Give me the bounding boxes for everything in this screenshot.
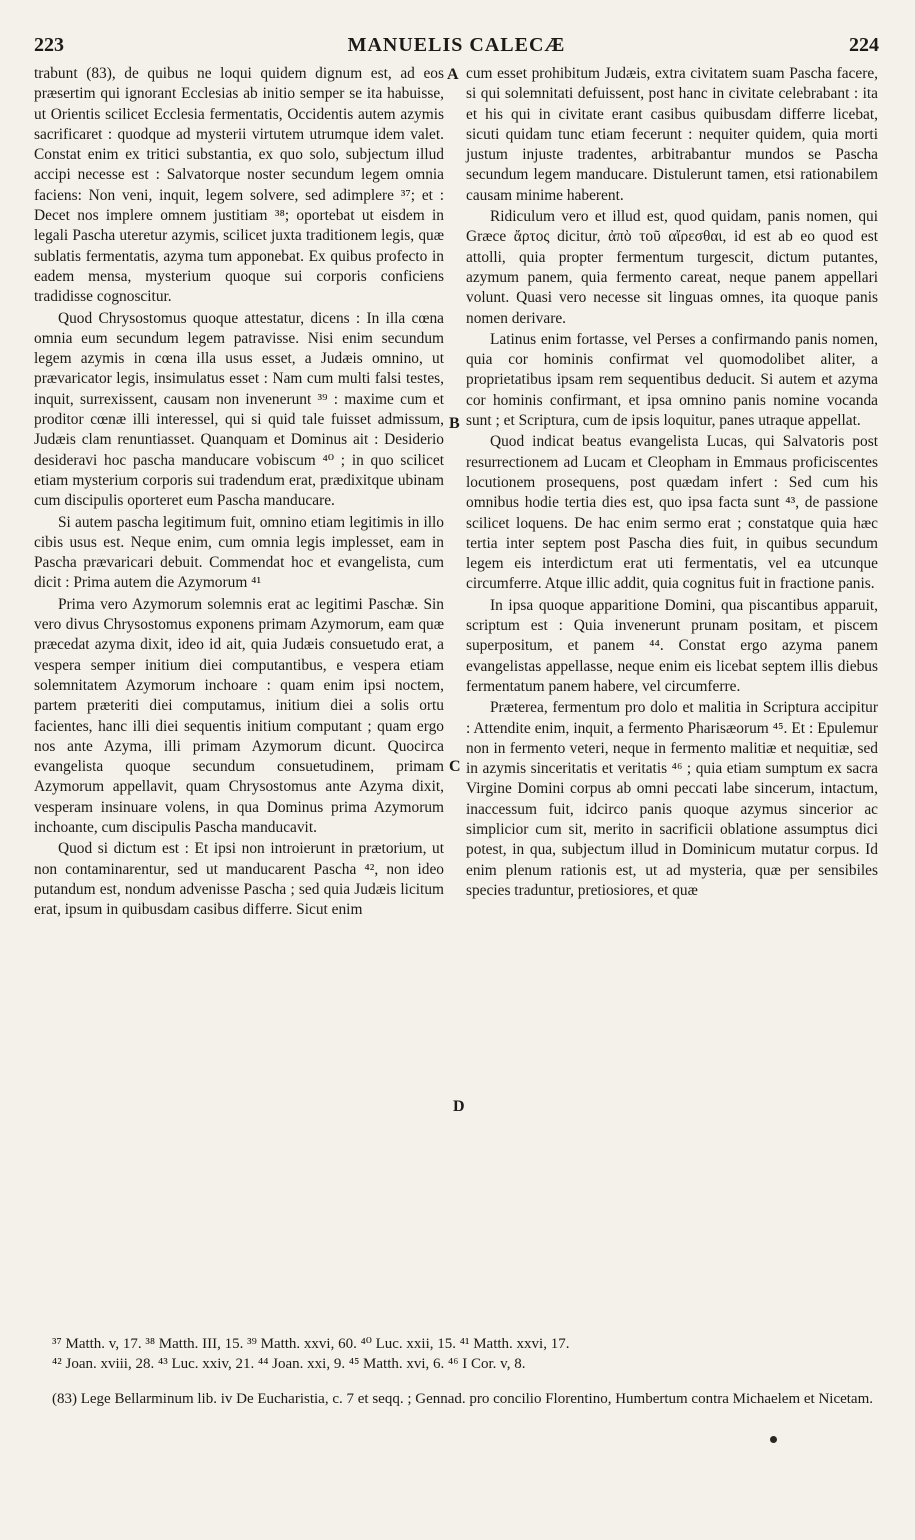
running-header <box>34 34 879 58</box>
footnote-line-2: ⁴² Joan. xviii, 28. ⁴³ Luc. xxiv, 21. ⁴⁴ Joan. xxi, 9. ⁴⁵ Matth. xvi, 6. ⁴⁶ I Cor. v, 8. <box>52 1356 526 1372</box>
margin-letter-c: C <box>449 758 461 775</box>
left-column <box>34 64 444 920</box>
right-paragraph-4: Quod indicat beatus evangelista Lucas, qui Salvatoris post resurrectionem ad Lucam et Cleopham in Emmaus proficiscentes locutionem prosequens, post quædam infert : Sed cum his omnibus hodie tertia dies est, quo ipsa facta sunt ⁴³, de passione scilicet loquens. De hac enim sermo erat ; constatque quia hæc tertia inter septem post Pascha dies fuit, in quibus secundum legem eis interdictum erat uti fermentatis, vel ea utcunque circumferre. Atque illic addit, quia cognitus fuit in fractione panis. <box>466 433 878 593</box>
footnote-line-1: ³⁷ Matth. v, 17. ³⁸ Matth. III, 15. ³⁹ Matth. xxvi, 60. ⁴⁰ Luc. xxii, 15. ⁴¹ Matth. xxvi, 17. <box>52 1336 570 1352</box>
right-paragraph-2: Ridiculum vero et illud est, quod quidam, panis nomen, qui Græce ἄρτος dicitur, ἀπὸ τοῦ αἴρεσθαι, id est ab eo quod est attolli, quia propter fermentum turgescit, dictum putantes, azymum panem, quia fermento careat, neque panem appellari volunt. Quasi vero necesse sit linguas omnes, ita quoque panis nomen derivare. <box>466 208 878 327</box>
margin-letter-b: B <box>449 415 460 432</box>
right-paragraph-3: Latinus enim fortasse, vel Perses a confirmando panis nomen, quia cor hominis confirmat vel quomodolibet aliter, a proprietatibus ipsam rem sequentibus deducit. Si autem et azyma cor hominis confirmant, et ipsa omnino panis nomine vocanda sunt ; et Scriptura, cum de ipsis loquitur, panes utraque appellat. <box>466 330 878 430</box>
margin-letter-d: D <box>453 1098 465 1115</box>
right-paragraph-5: In ipsa quoque apparitione Domini, qua piscantibus apparuit, scriptum est : Quia invenerunt prunam positam, et piscem superpositum, et panem ⁴⁴. Constat ergo azyma panem evangelistas appellasse, neque enim eis licebat septem illis diebus fermentatum panem habere, vel circumferre. <box>466 596 878 695</box>
left-paragraph-5: Quod si dictum est : Et ipsi non introierunt in prætorium, ut non contaminarentur, sed ut manducarent Pascha ⁴², non ideo putandum est, nondum advenisse Pascha ; sed quia Judæis licitum erat, ipsum in quibusdam casibus differre. Sicut enim <box>34 840 444 919</box>
scripture-footnotes <box>52 1334 879 1374</box>
left-paragraph-3: Si autem pascha legitimum fuit, omnino etiam legitimis in illo cibis usus est. Neque enim, cum omnia legis implesset, eam in Pascha prævaricari debuit. Commendat hoc et evangelista, cum dicit : Prima autem die Azymorum ⁴¹ <box>34 513 444 592</box>
editor-note-text: (83) Lege Bellarminum lib. iv De Eucharistia, c. 7 et seqq. ; Gennad. pro concilio Florentino, Humbertum contra Michaelem et Nicetam. <box>52 1391 874 1407</box>
ink-dot-mark <box>770 1436 777 1443</box>
running-title: MANUELIS CALECÆ <box>347 34 566 56</box>
margin-letter-a: A <box>447 66 459 83</box>
right-paragraph-1: cum esset prohibitum Judæis, extra civitatem suam Pascha facere, si qui solemnitati defuissent, post hanc in civitate celebrabant : ita et his qui in civitate erant casibus quibusdam differre licebat, sicuti quidam tunc etiam fecerunt : nequiter quidem, quia morti justum injuste tradentes, arbitrabantur mundos se Pascha secundum legem manducare. Distulerunt tamen, etsi rationabilem causam minime haberent. <box>466 65 878 204</box>
right-column <box>466 64 878 901</box>
editor-note <box>52 1389 879 1409</box>
left-paragraph-2: Quod Chrysostomus quoque attestatur, dicens : In illa cœna omnia eum secundum legem patravisse. Nisi enim secundum legem azymis in cœna illa usus esset, a Judæis omnino, ut prævaricator legis, insimulatus esset : Nam cum multi falsi testes, inquit, surrexissent, causam non invenerunt ³⁹ : maxime cum et proditor cœnæ illi interessel, qui si quid tale fuisset admissum, Judæis clam renuntiasset. Quanquam et Dominus ait : Desiderio desideravi hoc pascha manducare vobiscum ⁴⁰ ; in quo scilicet etiam mysterium corporis sui tradendum erat, prædixitque ubinam cum discipulis oporteret eum Pascha manducare. <box>34 309 444 510</box>
right-paragraph-6: Præterea, fermentum pro dolo et malitia in Scriptura accipitur : Attendite enim, inquit, a fermento Pharisæorum ⁴⁵. Et : Epulemur non in fermento veteri, neque in fermento malitiæ et nequitiæ, sed in azymis sinceritatis et veritatis ⁴⁶ ; quia etiam sumptum ex sacra Virgine Domini corpus ab omni peccati labe sincerum, intactum, inaccessum fuit, idcirco panis quoque azymus sincerior ac simplicior cum sit, merito in sacrificii oblatione assumptus dici potest, in qua, subjectum illud in Dominicum mutatur corpus. Id enim plenum rationis est, ut ad mysteria, quæ per sensibiles species traduntur, pretiosiores, et quæ <box>466 699 878 899</box>
page-number-left: 223 <box>34 34 64 56</box>
page-number-right: 224 <box>849 34 879 56</box>
left-paragraph-4: Prima vero Azymorum solemnis erat ac legitimi Paschæ. Sin vero divus Chrysostomus exponens primam Azymorum, eam quæ præcedat azyma dixit, ideo id ait, quia Judæis consuetudo erat, a vespera semper initium diei computantibus, e vespera etiam solemnitatem Azymorum inchoare : quam enim ipsi noctem, partem præteriti diei computamus, initium diei a solis ortu facientes, hanc illi diei sequentis initium computant ; quam ergo nos ante Azyma, illi primam Azymorum dicunt. Quocirca evangelista quoque secundum consuetudinem, primam Azymorum appellavit, quam Chrysostomus ante Azyma dixit, vesperam insinuare volens, in qua Dominus prima Azymorum inchoante, cum discipulis Pascha manducavit. <box>34 595 444 836</box>
left-paragraph-1: trabunt (83), de quibus ne loqui quidem dignum est, ad eos præsertim qui ignorant Ecclesias ab initio semper se ita habuisse, ut Orientis scilicet Ecclesia fermentatis, Occidentis autem azymis sacrificaret : quodque ad mysterii virtutem utrumque idem valet. Constat enim ex tritici substantia, ex quo solo, subjectum illud accipi necesse est : Salvatorque noster secundum legem omnia faciens: Non veni, inquit, legem solvere, sed adimplere ³⁷; et : Decet nos implere omnem justitiam ³⁸; oportebat ut eisdem in legali Pascha uteretur azymis, scilicet juxta traditionem legis, quæ sublatis fermentatis, azyma tum apponebat. Ex quibus profecto in eadem mensa, mysterium quoque sui corporis conficiens tradidisse cognoscitur. <box>34 65 444 306</box>
